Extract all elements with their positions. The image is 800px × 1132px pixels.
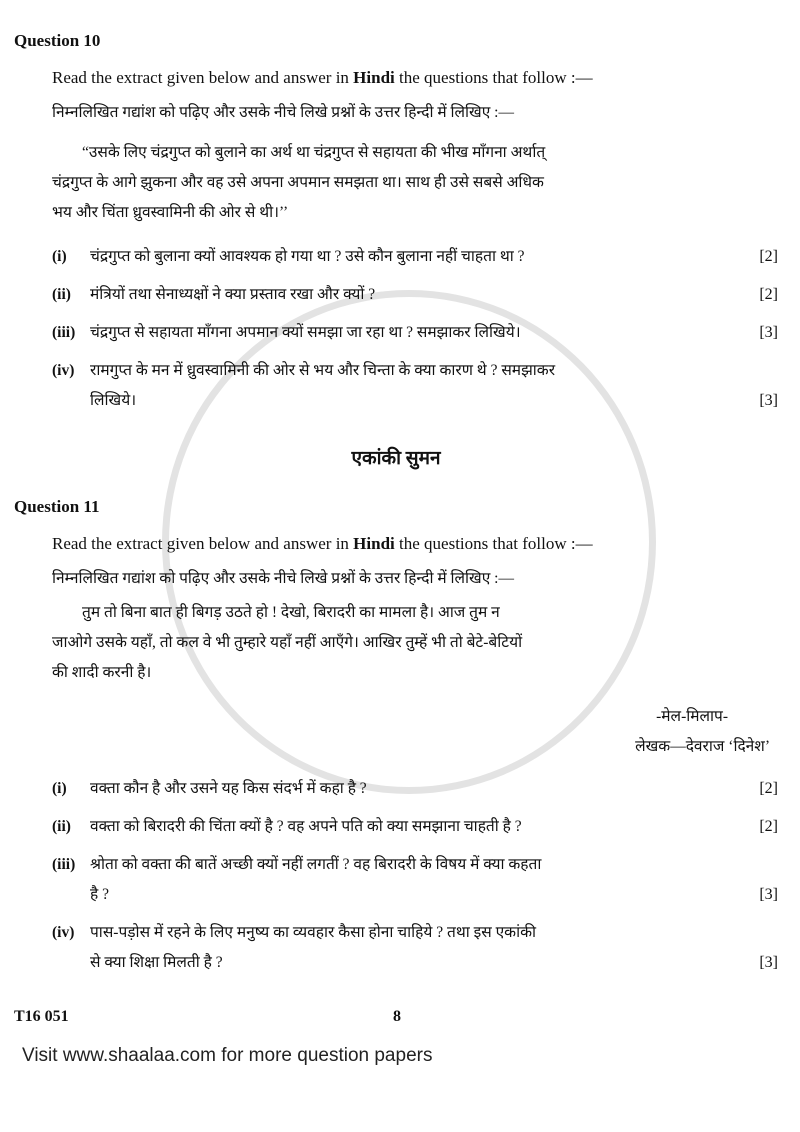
q10-ii-marks: [2] xyxy=(759,286,778,303)
q11-question-iv xyxy=(52,918,778,978)
q10-iv-marks: [3] xyxy=(759,392,778,409)
author: लेखक—देवराज ‘दिनेश’ xyxy=(635,738,770,755)
q10-ii-text: मंत्रियों तथा सेनाध्यक्षों ने क्या प्रस्ताव रखा और क्यों ? xyxy=(90,286,376,303)
q10-instruction-en xyxy=(52,66,778,90)
q11-extract-line: जाओगे उसके यहाँ, तो कल वे भी तुम्हारे यहाँ नहीं आएँगे। आखिर तुम्हें भी तो बेटे-बेटियों xyxy=(52,634,523,651)
q11-question-iii xyxy=(52,850,778,910)
source-title: -मेल-मिलाप- xyxy=(656,708,728,725)
q10-iii-number: (iii) xyxy=(52,324,76,341)
q11-iv-line: पास-पड़ोस में रहने के लिए मनुष्य का व्यवहार कैसा होना चाहिये ? तथा इस एकांकी xyxy=(90,924,536,941)
q10-iv-line: लिखिये। xyxy=(90,392,137,409)
instruction-text: the questions that follow :— xyxy=(394,68,593,87)
q10-i-marks: [2] xyxy=(759,248,778,265)
q11-i-number: (i) xyxy=(52,780,67,797)
page-number: 8 xyxy=(393,1008,401,1025)
q11-iv-text xyxy=(90,918,728,978)
q11-ii-number: (ii) xyxy=(52,818,71,835)
q10-question-ii xyxy=(52,280,778,310)
q10-iv-number: (iv) xyxy=(52,362,75,379)
q11-question-i xyxy=(52,774,778,804)
q10-question-iv xyxy=(52,356,778,416)
question-10-heading: Question 10 xyxy=(14,31,101,50)
q11-instruction-hi: निम्नलिखित गद्यांश को पढ़िए और उसके नीचे लिखे प्रश्नों के उत्तर हिन्दी में लिखिए :— xyxy=(52,570,514,587)
q10-extract xyxy=(52,138,778,228)
q11-iii-text xyxy=(90,850,728,910)
instruction-bold: Hindi xyxy=(353,534,395,553)
q11-iii-line: है ? xyxy=(90,886,109,903)
q11-iv-marks: [3] xyxy=(759,954,778,971)
q11-iii-line: श्रोता को वक्ता की बातें अच्छी क्यों नहीं लगतीं ? वह बिरादरी के विषय में क्या कहता xyxy=(90,856,542,873)
q10-ii-number: (ii) xyxy=(52,286,71,303)
q11-extract-line: तुम तो बिना बात ही बिगड़ उठते हो ! देखो, बिरादरी का मामला है। आज तुम न xyxy=(82,604,500,621)
q11-ii-marks: [2] xyxy=(759,818,778,835)
q11-question-ii xyxy=(52,812,778,842)
q11-iv-number: (iv) xyxy=(52,924,75,941)
q10-question-i xyxy=(52,242,778,272)
section-title: एकांकी सुमन xyxy=(351,448,441,469)
q11-i-marks: [2] xyxy=(759,780,778,797)
q10-iii-text: चंद्रगुप्त से सहायता माँगना अपमान क्यों समझा जा रहा था ? समझाकर लिखिये। xyxy=(90,324,521,341)
q10-iii-marks: [3] xyxy=(759,324,778,341)
q11-extract xyxy=(52,598,778,688)
q11-ii-text: वक्ता को बिरादरी की चिंता क्यों है ? वह अपने पति को क्या समझाना चाहती है ? xyxy=(90,818,522,835)
instruction-text: Read the extract given below and answer in xyxy=(52,68,354,87)
q10-instruction-hi: निम्नलिखित गद्यांश को पढ़िए और उसके नीचे लिखे प्रश्नों के उत्तर हिन्दी में लिखिए :— xyxy=(52,104,514,121)
q11-extract-line: की शादी करनी है। xyxy=(52,664,152,681)
q10-i-number: (i) xyxy=(52,248,67,265)
shaalaa-banner-link[interactable]: Visit www.shaalaa.com for more question papers xyxy=(22,1045,433,1066)
question-11-heading: Question 11 xyxy=(14,497,100,516)
q11-instruction-en xyxy=(52,532,778,556)
q10-i-text: चंद्रगुप्त को बुलाना क्यों आवश्यक हो गया था ? उसे कौन बुलाना नहीं चाहता था ? xyxy=(90,248,525,265)
q10-question-iii xyxy=(52,318,778,348)
q11-iii-number: (iii) xyxy=(52,856,76,873)
q10-iv-line: रामगुप्त के मन में ध्रुवस्वामिनी की ओर से भय और चिन्ता के क्या कारण थे ? समझाकर xyxy=(90,362,556,379)
q10-extract-line: भय और चिंता ध्रुवस्वामिनी की ओर से थी।’’ xyxy=(52,204,289,221)
instruction-bold: Hindi xyxy=(353,68,395,87)
paper-code: T16 051 xyxy=(14,1008,69,1025)
instruction-text: Read the extract given below and answer in xyxy=(52,534,354,553)
page-footer xyxy=(14,1006,778,1028)
q11-iv-line: से क्या शिक्षा मिलती है ? xyxy=(90,954,223,971)
q10-iv-text xyxy=(90,356,728,416)
q11-iii-marks: [3] xyxy=(759,886,778,903)
instruction-text: the questions that follow :— xyxy=(394,534,593,553)
q11-i-text: वक्ता कौन है और उसने यह किस संदर्भ में कहा है ? xyxy=(90,780,367,797)
q10-extract-line: “उसके लिए चंद्रगुप्त को बुलाने का अर्थ था चंद्रगुप्त से सहायता की भीख माँगना अर्थात् xyxy=(82,144,546,161)
q10-extract-line: चंद्रगुप्त के आगे झुकना और वह उसे अपना अपमान समझता था। साथ ही उसे सबसे अधिक xyxy=(52,174,544,191)
